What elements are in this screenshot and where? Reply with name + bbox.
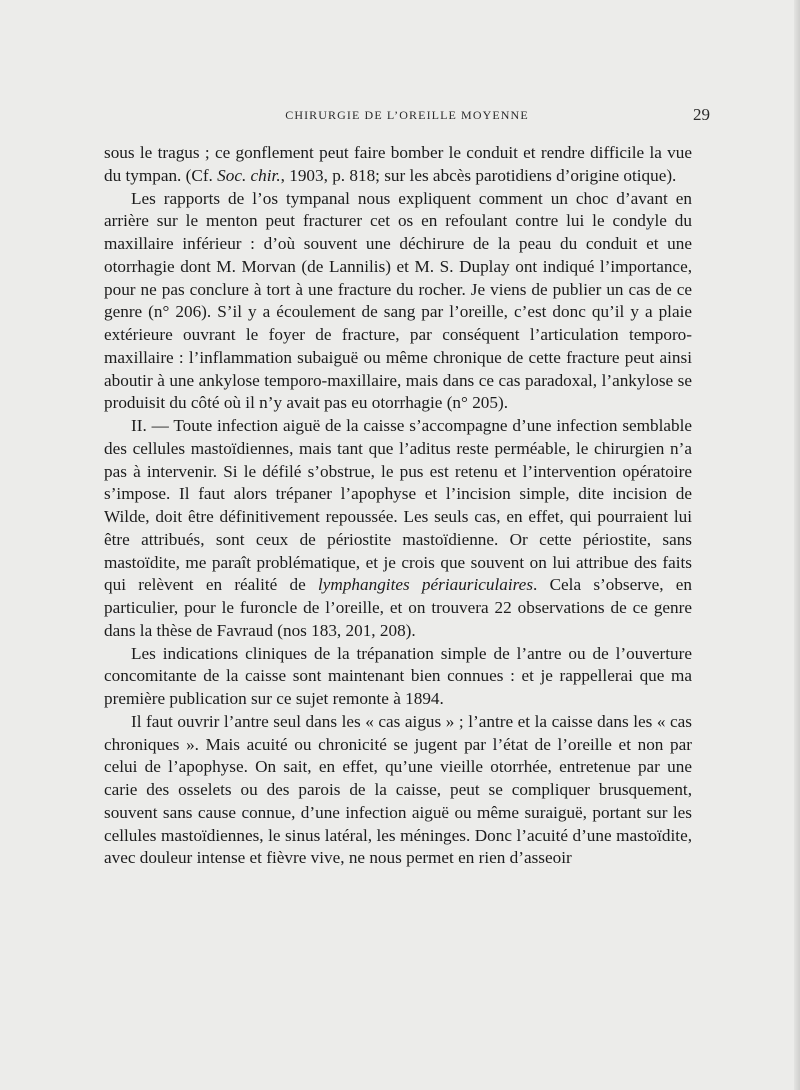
paragraph-3-text-b: . Cela s’observe, en particulier, pour le furoncle de l’oreille, et on trouvera 22 observations de ce genre dans la thèse de Favraud (nos 183, 201, 208). bbox=[104, 575, 692, 640]
paragraph-5: Il faut ouvrir l’antre seul dans les « cas aigus » ; l’antre et la caisse dans les « cas chroniques ». Mais acuité ou chronicité se jugent par l’état de l’oreille et non par celui de l’apophyse. On sait, en effet, qu’une vieille otorrhée, entretenue par une carie des osselets ou des parois de la caisse, peut se compliquer brusquement, souvent sans cause connue, d’une infection aiguë ou même suraiguë, portant sur les cellules mastoïdiennes, le sinus latéral, les méninges. Donc l’acuité d’une mastoïdite, avec douleur intense et fièvre vive, ne nous permet en rien d’asseoir bbox=[104, 711, 692, 868]
italic-term: lymphangites périauriculaires bbox=[318, 575, 534, 595]
paragraph-3-text-a: II. — Toute infection aiguë de la caisse s’accompagne d’une infection semblable des cellules mastoïdiennes, mais tant que l’aditus reste perméable, le chirurgien n’a pas à intervenir. Si le défilé s’obstrue, le pus est retenu et l’intervention opératoire s’impose. Il faut alors trépaner l’apophyse et l’incision simple, dite incision de Wilde, doit être définitivement repoussée. Les seuls cas, en effet, qui pourraient lui être attribués, sont ceux de périostite mastoïdienne. Or cette périostite, sans mastoïdite, me paraît problématique, et je crois que souvent on lui attribue des faits qui relèvent en réalité de bbox=[104, 416, 692, 595]
journal-citation: Soc. chir. bbox=[217, 165, 281, 185]
page-number: 29 bbox=[693, 105, 710, 124]
body-text bbox=[104, 142, 692, 870]
paragraph-3 bbox=[104, 415, 692, 643]
paragraph-1 bbox=[104, 142, 692, 188]
paragraph-4: Les indications cliniques de la trépanation simple de l’antre ou de l’ouverture concomitante de la caisse sont maintenant bien connues : et je rappellerai que ma première publication sur ce sujet remonte à 1894. bbox=[104, 643, 692, 708]
paragraph-1-text-b: , 1903, p. 818; sur les abcès parotidiens d’origine otique). bbox=[280, 165, 677, 185]
page-header bbox=[104, 105, 710, 129]
running-title: CHIRURGIE DE L’OREILLE MOYENNE bbox=[285, 108, 529, 122]
paragraph-2: Les rapports de l’os tympanal nous expliquent comment un choc d’avant en arrière sur le menton peut fracturer cet os en refoulant contre lui le condyle du maxillaire inférieur : d’où souvent une déchirure de la peau du conduit et une otorrhagie dont M. Morvan (de Lannilis) et M. S. Duplay ont indiqué l’importance, pour ne pas conclure à tort à une fracture du rocher. Je viens de publier un cas de ce genre (n° 206). S’il y a écoulement de sang par l’oreille, c’est donc qu’il y a plaie extérieure ouvrant le foyer de fracture, par conséquent l’articulation temporo-maxillaire : l’inflammation subaiguë ou même chronique de cette fracture peut ainsi aboutir à une ankylose temporo-maxillaire, mais dans ce cas paradoxal, l’ankylose se produisit du côté où il n’y avait pas eu otorrhagie (n° 205). bbox=[104, 188, 692, 413]
paragraph-1-text-a: sous le tragus ; ce gonflement peut faire bomber le conduit et rendre difficile la vue du tympan. (Cf. bbox=[104, 143, 692, 185]
